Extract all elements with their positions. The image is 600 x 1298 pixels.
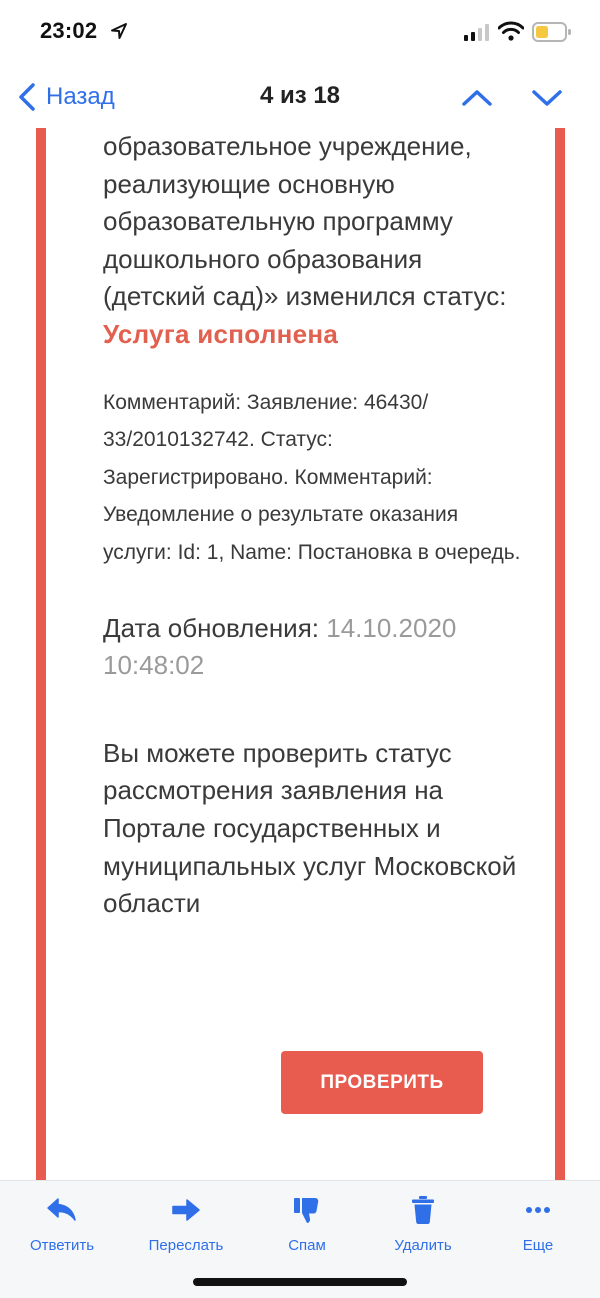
forward-label: Переслать [148,1237,224,1254]
date-label: Дата обновления: [103,612,319,643]
spam-button[interactable] [252,1193,362,1254]
reply-button[interactable] [7,1193,117,1254]
location-arrow-icon [110,22,128,40]
trash-icon [406,1193,440,1227]
forward-button[interactable] [131,1193,241,1254]
signal-icon [463,24,491,42]
back-button[interactable] [16,80,115,114]
more-button[interactable] [483,1193,593,1254]
date-value: 14.10.2020 10:48:02 [103,612,457,681]
email-body [103,128,523,923]
spam-label: Спам [288,1237,326,1254]
forward-arrow-icon [169,1193,203,1227]
status-bar [0,0,600,64]
chevron-down-icon[interactable] [530,84,564,112]
back-label: Назад [46,83,115,110]
delete-label: Удалить [394,1237,452,1254]
chevron-up-icon[interactable] [460,84,494,112]
nav-bar [0,64,600,128]
home-indicator[interactable] [193,1278,407,1286]
service-status: Услуга исполнена [103,318,339,349]
message-counter: 4 из 18 [259,82,341,109]
email-frame-right [555,128,565,1180]
thumbs-down-icon [290,1193,324,1227]
comment-text: Комментарий: Заявление: 46430/ 33/2010132742. Статус: Зарегистрировано. Комментарий: Уведомление о результате оказания услуги: Id: 1, Name: Постановка в очередь. [103,390,521,564]
email-frame-left [36,128,46,1180]
more-dots-icon [521,1193,555,1227]
chevron-left-icon [16,82,38,112]
check-status-text: Вы можете проверить статус рассмотрения заявления на Портале государственных и муниципальных услуг Московской области [103,737,517,919]
update-date [103,610,523,685]
battery-icon [532,21,572,43]
check-button[interactable]: ПРОВЕРИТЬ [281,1051,483,1114]
reply-label: Ответить [29,1237,95,1254]
more-label: Еще [522,1237,554,1254]
status-time: 23:02 [40,18,98,43]
reply-icon [45,1193,79,1227]
wifi-icon [498,21,524,41]
status-change-text: образовательное учреждение, реализующие основную образовательную программу дошкольного образования (детский сад)» изменился статус: [103,131,507,312]
delete-button[interactable] [368,1193,478,1254]
